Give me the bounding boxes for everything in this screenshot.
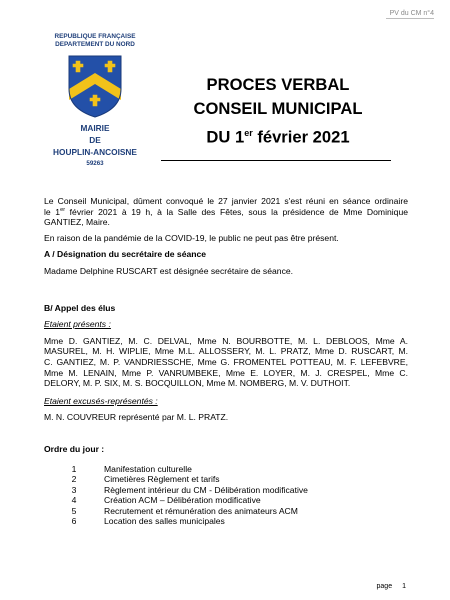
agenda-item: 2 Cimetières Règlement et tarifs — [71, 474, 220, 484]
logo-de: DE — [89, 135, 101, 145]
town-logo — [40, 33, 150, 167]
section-a-heading: A / Désignation du secrétaire de séance — [44, 249, 207, 260]
section-a-text: Madame Delphine RUSCART est désignée secrétaire de séance. — [44, 265, 294, 276]
section-b-heading: B/ Appel des élus — [44, 302, 116, 313]
present-label: Etaient présents : — [44, 319, 111, 330]
title-underline — [161, 160, 391, 161]
coat-of-arms-icon — [65, 53, 125, 119]
document-body — [44, 196, 408, 527]
agenda-item: 5 Recrutement et rémunération des animateurs ACM — [71, 505, 298, 516]
logo-postal-code: 59263 — [86, 160, 104, 167]
agenda-heading: Ordre du jour : — [44, 443, 105, 454]
title-line-3: DU 1er février 2021 — [206, 127, 350, 147]
title-line-2: CONSEIL MUNICIPAL — [193, 99, 363, 118]
document-title — [162, 73, 394, 150]
document-tag: PV du CM n°4 — [386, 10, 434, 19]
agenda-item: 3 Règlement intérieur du CM - Délibération modificative — [71, 484, 308, 495]
page-number: 1 — [402, 583, 406, 590]
agenda-list — [44, 464, 408, 527]
page-label: page — [376, 583, 393, 590]
present-list: Mme D. GANTIEZ, M. C. DELVAL, Mme N. BOURBOTTE, M. L. DEBLOOS, Mme A. MASUREL, M. H. WIPLIE, Mme M.L. ALLOSSERY, M. L. PRATZ, Mme D. RUSCART, M. C. GANTIEZ, M. P. VANDRIESSCHE, Mme G. FROMENTEL POTTEAU, M. F. LEFEBVRE, Mme M. LENAIN, Mme P. VANRUMBEKE, Mme E. LOYER, M. J. CRESPEL, Mme C. DELORY, M. P. SIX, M. S. BOCQUILLON, Mme M. NOMBERG, M. V. DUTHOIT. — [44, 335, 408, 389]
excused-text: M. N. COUVREUR représenté par M. L. PRATZ. — [44, 412, 229, 423]
covid-note: En raison de la pandémie de la COVID-19, le public ne peut pas être présent. — [44, 232, 339, 243]
intro-paragraph: Le Conseil Municipal, dûment convoqué le 27 janvier 2021 s'est réuni en séance ordinaire le 1er février 2021 à 19 h, à la Salle des Fêtes, sous la présidence de Mme Dominique GANTIEZ, Maire. — [44, 196, 409, 228]
agenda-item: 1 Manifestation culturelle — [71, 463, 192, 474]
agenda-item: 6 Location des salles municipales — [71, 516, 225, 526]
excused-label: Etaient excusés-représentés : — [44, 395, 158, 406]
logo-department: DEPARTEMENT DU NORD — [55, 41, 135, 48]
agenda-item: 4 Création ACM – Délibération modificative — [71, 495, 261, 505]
logo-town-name: HOUPLIN-ANCOISNE — [53, 147, 137, 157]
logo-republic: REPUBLIQUE FRANÇAISE — [54, 33, 136, 40]
title-line-1: PROCES VERBAL — [206, 75, 350, 94]
logo-mairie: MAIRIE — [80, 123, 110, 133]
page-footer — [377, 583, 406, 590]
